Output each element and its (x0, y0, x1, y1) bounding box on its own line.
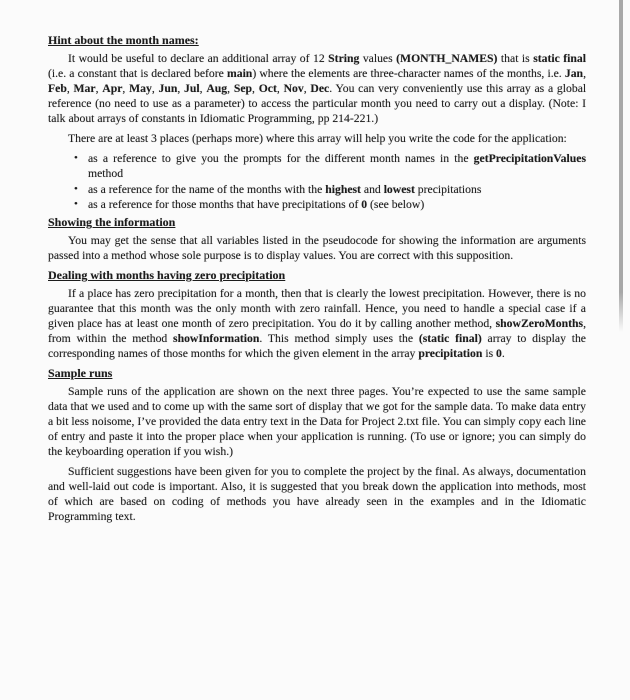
text-run: . This method simply uses the (259, 332, 419, 346)
paragraph (48, 384, 586, 459)
text-run: 0 (496, 347, 502, 361)
section-heading (48, 268, 586, 283)
section-heading (48, 215, 586, 230)
paragraph (48, 51, 586, 126)
text-run: Nov (283, 82, 304, 95)
text-run: , (252, 82, 259, 95)
text-run: highest (325, 182, 361, 196)
text-run: Sufficient suggestions have been given for you to complete the project by the final. As always, documentation and well-laid out code is important. Also, it is suggested that you break down the application into methods, most of which are based on coding of methods you have already seen in the examples and in the Idiomatic Programming text. (48, 465, 586, 524)
text-run: ) where the elements are three-character names of the months, i.e. (252, 67, 565, 80)
text-run: (see below) (367, 197, 425, 211)
section-heading (48, 366, 586, 381)
text-run: . (501, 347, 505, 361)
text-run: (i.e. a constant that is declared before (48, 67, 227, 80)
text-run: Sample runs (48, 366, 113, 381)
paragraph (48, 233, 586, 263)
text-run: as a reference for those months that have precipitations of (88, 197, 362, 211)
text-run: There are at least 3 places (perhaps more) where this array will help you write the code for the application: (68, 132, 567, 145)
text-run: , (303, 82, 311, 95)
text-run: . You can very conveniently use this array as a global reference (no need to use as a parameter) to access the particular month you need to carry out a display. (Note: I talk about arrays of constants in Idiomatic Programming, pp 214-221.) (48, 82, 587, 125)
bullet-list (48, 151, 586, 212)
text-run: Sep (233, 82, 253, 95)
text-run: 0 (361, 197, 368, 211)
text-run: values (359, 52, 397, 65)
photo-edge-shadow (619, 0, 623, 332)
text-run: If a place has zero precipitation for a month, then that is clearly the lowest precipitation. However, there is no guarantee that this month was the only month with zero rainfall. Hence, you need to handle a special case if a given place has at least one month of zero precipitation. You do it by calling another method, (48, 287, 586, 331)
text-run: It would be useful to declare an additional array of 12 (68, 52, 329, 65)
text-run: , (177, 82, 185, 95)
text-run: Showing the information (48, 215, 176, 230)
document-content (48, 30, 586, 529)
text-run: Oct (258, 82, 277, 95)
text-run: Dealing with months having zero precipitation (48, 268, 286, 283)
text-run: , (151, 82, 159, 95)
text-run: , (583, 67, 586, 80)
text-run: lowest (383, 182, 415, 196)
text-run: Jun (158, 82, 178, 95)
bullet-marker-icon: • (74, 197, 78, 210)
text-run: Mar (73, 82, 96, 95)
text-run: , (66, 82, 74, 95)
text-run: showZeroMonths (495, 317, 584, 331)
text-run: array to display the corresponding names of those months for which the given element in the array (48, 332, 586, 361)
text-run: , (95, 82, 103, 95)
text-run: Aug (206, 82, 228, 95)
text-run: , from within the method (48, 317, 586, 346)
text-run: precipitations (414, 182, 482, 196)
text-run: Apr (102, 82, 123, 95)
bullet-marker-icon: • (74, 152, 78, 164)
text-run: , (122, 82, 130, 95)
text-run: Dec (310, 82, 330, 95)
text-run: , (199, 82, 207, 95)
text-run: showInformation (173, 332, 260, 346)
text-run: precipitation (418, 347, 483, 361)
text-run: and (360, 182, 384, 196)
text-run: Jul (184, 82, 200, 95)
text-run: method (88, 167, 124, 181)
text-run: Hint about the month names: (48, 33, 199, 47)
text-run: as a reference to give you the prompts for the different month names in the (88, 152, 474, 165)
text-run: that is (497, 52, 534, 65)
text-run: getPrecipitationValues (473, 152, 586, 165)
text-run: Feb (48, 82, 67, 95)
text-run: , (276, 82, 284, 95)
bullet-marker-icon: • (74, 182, 78, 195)
paragraph (48, 464, 586, 524)
text-run: (static final) (418, 332, 482, 346)
section-heading (48, 33, 586, 48)
bullet-item (48, 197, 586, 212)
text-run: Jan (564, 67, 584, 80)
text-run: You may get the sense that all variables listed in the pseudocode for showing the information are arguments passed into a method whose sole purpose is to display values. You are correct with this supposition. (48, 234, 586, 263)
text-run: String (328, 52, 360, 65)
paragraph (48, 131, 586, 146)
bullet-item (48, 151, 586, 182)
text-run: as a reference for the name of the months with the (88, 182, 326, 196)
text-run: static final (533, 52, 587, 65)
text-run: (MONTH_NAMES) (396, 52, 498, 65)
text-run: main (226, 67, 253, 80)
text-run: May (129, 82, 152, 95)
text-run: Sample runs of the application are shown on the next three pages. You’re expected to use the same sample data that we used and to come up with the same sort of display that we got for the sample data. To make data entry a bit less noisome, I’ve provided the data entry text in the Data for Project 2.txt file. You can simply copy each line of entry and paste it into the proper place when your application is running. (To use or ignore; you can simply do the keyboarding operation if you wish.) (48, 385, 586, 459)
text-run: , (227, 82, 234, 95)
paragraph (48, 286, 586, 361)
text-run: is (482, 347, 497, 361)
bullet-item (48, 182, 586, 197)
